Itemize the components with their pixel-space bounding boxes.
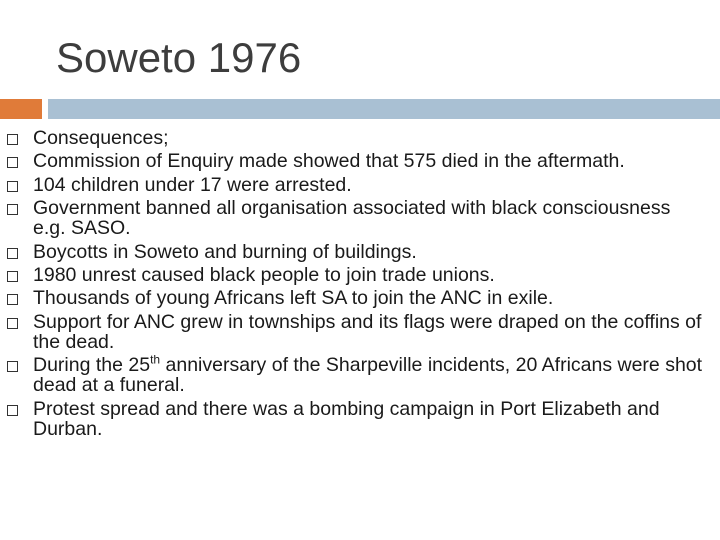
bullet-item [0,128,720,148]
bullet-item [0,312,720,352]
slide-title: Soweto 1976 [56,34,302,81]
bullet-text: Protest spread and there was a bombing campaign in Port Elizabeth and Durban. [33,397,660,440]
checkbox-bullet-icon [7,271,18,282]
checkbox-bullet-icon [7,318,18,329]
bullet-item [0,242,720,262]
checkbox-bullet-icon [7,157,18,168]
bullet-item [0,198,720,238]
bullet-text: Boycotts in Soweto and burning of buildings. [33,240,417,263]
bullet-text: 1980 unrest caused black people to join trade unions. [33,263,495,286]
bullet-item [0,175,720,195]
checkbox-bullet-icon [7,181,18,192]
checkbox-bullet-icon [7,294,18,305]
accent-bar [0,99,42,119]
divider-bar [48,99,720,119]
bullet-text: Consequences; [33,127,169,149]
bullet-text-after: anniversary of the Sharpeville incidents, 20 Africans were shot dead at a funeral. [33,354,703,397]
bullet-text-before: During the 25 [33,354,151,377]
bullet-text: Thousands of young Africans left SA to join the ANC in exile. [33,287,554,310]
bullet-item [0,151,720,171]
bullet-text: Support for ANC grew in townships and its flags were draped on the coffins of the dead. [33,310,702,353]
checkbox-bullet-icon [7,361,18,372]
bullet-item [0,288,720,308]
bullet-text: Commission of Enquiry made showed that 575 died in the aftermath. [33,150,625,173]
bullet-list [0,128,720,442]
ordinal-superscript: th [150,352,161,367]
checkbox-bullet-icon [7,134,18,145]
checkbox-bullet-icon [7,204,18,215]
bullet-text: Government banned all organisation associated with black consciousness e.g. SASO. [33,197,671,240]
bullet-item [0,265,720,285]
bullet-item [0,352,720,397]
bullet-text: 104 children under 17 were arrested. [33,173,352,196]
checkbox-bullet-icon [7,248,18,259]
checkbox-bullet-icon [7,405,18,416]
bullet-item [0,399,720,439]
